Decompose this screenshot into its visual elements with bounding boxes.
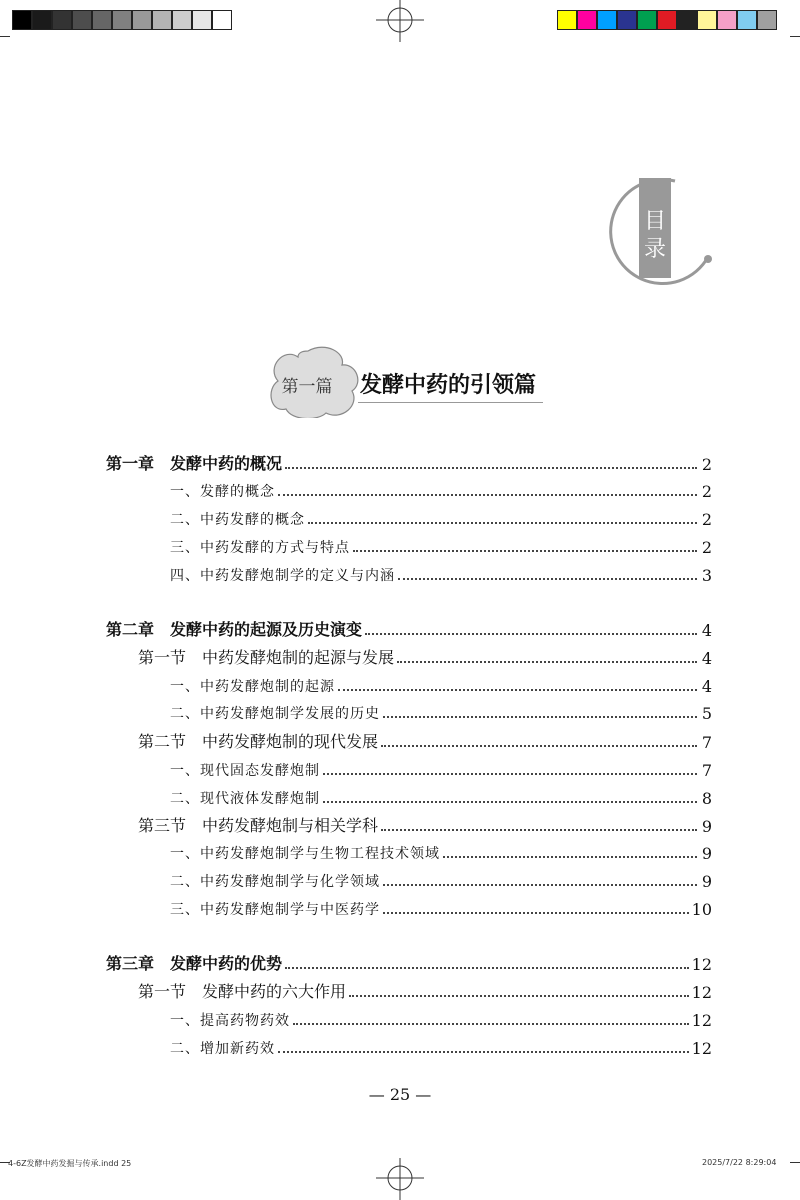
color-swatch [737,10,757,30]
toc-entry-page: 7 [701,733,712,752]
toc-entry-page: 5 [701,704,712,723]
color-swatch [637,10,657,30]
toc-entry-title: 一、现代固态发酵炮制 [170,763,320,779]
toc-entry [138,980,712,1002]
toc-leader-dots [323,801,697,803]
toc-heading-char: 录 [643,237,666,262]
toc-entry-page: 12 [691,1011,712,1030]
toc-entry-page: 10 [691,900,712,919]
gray-swatch-strip [12,10,232,32]
toc-entry [170,1008,712,1030]
toc-entry-page: 3 [701,566,712,585]
toc-leader-dots [278,1051,689,1053]
toc-entry-title: 第二节 中药发酵炮制的现代发展 [138,732,379,751]
toc-entry-title: 一、发酵的概念 [170,484,275,500]
toc-heading-char: 目 [643,209,666,234]
toc-entry [170,786,712,808]
color-swatch [597,10,617,30]
color-swatch [212,10,232,30]
toc-leader-dots [278,494,697,496]
toc-entry [170,1036,712,1058]
toc-leader-dots [365,633,697,635]
toc-entry [170,758,712,780]
toc-entry [138,814,712,836]
toc-entry-title: 第三章 发酵中药的优势 [106,954,283,973]
toc-entry [170,563,712,585]
toc-entry-title: 二、中药发酵炮制学与化学领域 [170,874,380,890]
toc-entry-page: 12 [691,983,712,1002]
toc-entry-title: 一、提高药物药效 [170,1013,290,1029]
toc-entry-title: 二、中药发酵的概念 [170,512,305,528]
toc-entry-page: 9 [701,872,712,891]
trim-mark [790,36,800,37]
toc-entry-page: 2 [701,482,712,501]
toc-leader-dots [323,773,697,775]
toc-entry [106,952,712,974]
color-swatch [32,10,52,30]
toc-heading [639,178,671,278]
toc-entry-title: 第三节 中药发酵炮制与相关学科 [138,816,379,835]
color-swatch [717,10,737,30]
toc-entry-page: 12 [691,955,712,974]
color-swatch [92,10,112,30]
color-swatch [757,10,777,30]
toc-entry-title: 二、增加新药效 [170,1041,275,1057]
color-swatch-strip [557,10,777,32]
toc-entry [170,479,712,501]
toc-entry [106,452,712,474]
toc-entry-page: 2 [701,455,712,474]
toc-entry [170,507,712,529]
toc-entry-page: 9 [701,817,712,836]
toc-entry-page: 8 [701,789,712,808]
color-swatch [112,10,132,30]
footer-timestamp: 2025/7/22 8:29:04 [702,1158,777,1167]
part-title-underline [358,402,543,403]
trim-mark [790,1162,800,1163]
toc-leader-dots [381,829,697,831]
toc-entry-title: 二、中药发酵炮制学发展的历史 [170,706,380,722]
color-swatch [697,10,717,30]
toc-leader-dots [338,689,697,691]
toc-entry-page: 4 [701,621,712,640]
toc-entry-title: 第一节 中药发酵炮制的起源与发展 [138,648,395,667]
toc-entry-title: 第一节 发酵中药的六大作用 [138,982,347,1001]
color-swatch [52,10,72,30]
toc-entry-page: 4 [701,649,712,668]
toc-leader-dots [285,467,697,469]
color-swatch [657,10,677,30]
toc-entry-page: 2 [701,510,712,529]
color-swatch [72,10,92,30]
toc-entry-title: 三、中药发酵炮制学与中医药学 [170,902,380,918]
toc-entry [170,869,712,891]
toc-leader-dots [349,995,689,997]
toc-leader-dots [383,884,697,886]
toc-entry-title: 一、中药发酵炮制学与生物工程技术领域 [170,846,440,862]
toc-leader-dots [285,967,689,969]
toc-entry-title: 第二章 发酵中药的起源及历史演变 [106,620,363,639]
toc-entry-page: 12 [691,1039,712,1058]
toc-leader-dots [383,912,689,914]
toc-leader-dots [293,1023,689,1025]
color-swatch [172,10,192,30]
toc-entry [170,701,712,723]
toc-leader-dots [383,716,697,718]
color-swatch [577,10,597,30]
toc-leader-dots [353,550,697,552]
toc-leader-dots [308,522,697,524]
toc-entry [170,535,712,557]
color-swatch [132,10,152,30]
toc-leader-dots [397,661,697,663]
toc-leader-dots [381,745,697,747]
page-number: — 25 — [368,1085,432,1104]
trim-mark [0,36,10,37]
toc-leader-dots [443,856,697,858]
toc-leader-dots [398,578,697,580]
toc-entry-title: 一、中药发酵炮制的起源 [170,679,335,695]
color-swatch [12,10,32,30]
toc-entry-page: 2 [701,538,712,557]
color-swatch [677,10,697,30]
toc-entry-title: 四、中药发酵炮制学的定义与内涵 [170,568,395,584]
toc-entry [106,618,712,640]
toc-entry-page: 4 [701,677,712,696]
color-swatch [192,10,212,30]
toc-entry-page: 7 [701,761,712,780]
part-label: 第一篇 [281,377,333,397]
toc-entry [138,730,712,752]
color-swatch [557,10,577,30]
registration-mark-top-icon [374,0,426,42]
toc-entry-title: 二、现代液体发酵炮制 [170,791,320,807]
toc-entry [170,841,712,863]
color-swatch [152,10,172,30]
toc-entry-title: 三、中药发酵的方式与特点 [170,540,350,556]
toc-entry [138,646,712,668]
part-title: 发酵中药的引领篇 [360,373,537,398]
color-swatch [617,10,637,30]
registration-mark-bottom-icon [374,1158,426,1200]
toc-entry-title: 第一章 发酵中药的概况 [106,454,283,473]
footer-filename: 4-6Z发酵中药发掘与传承.indd 25 [8,1159,132,1168]
toc-entry-page: 9 [701,844,712,863]
toc-entry [170,674,712,696]
toc-entry [170,897,712,919]
